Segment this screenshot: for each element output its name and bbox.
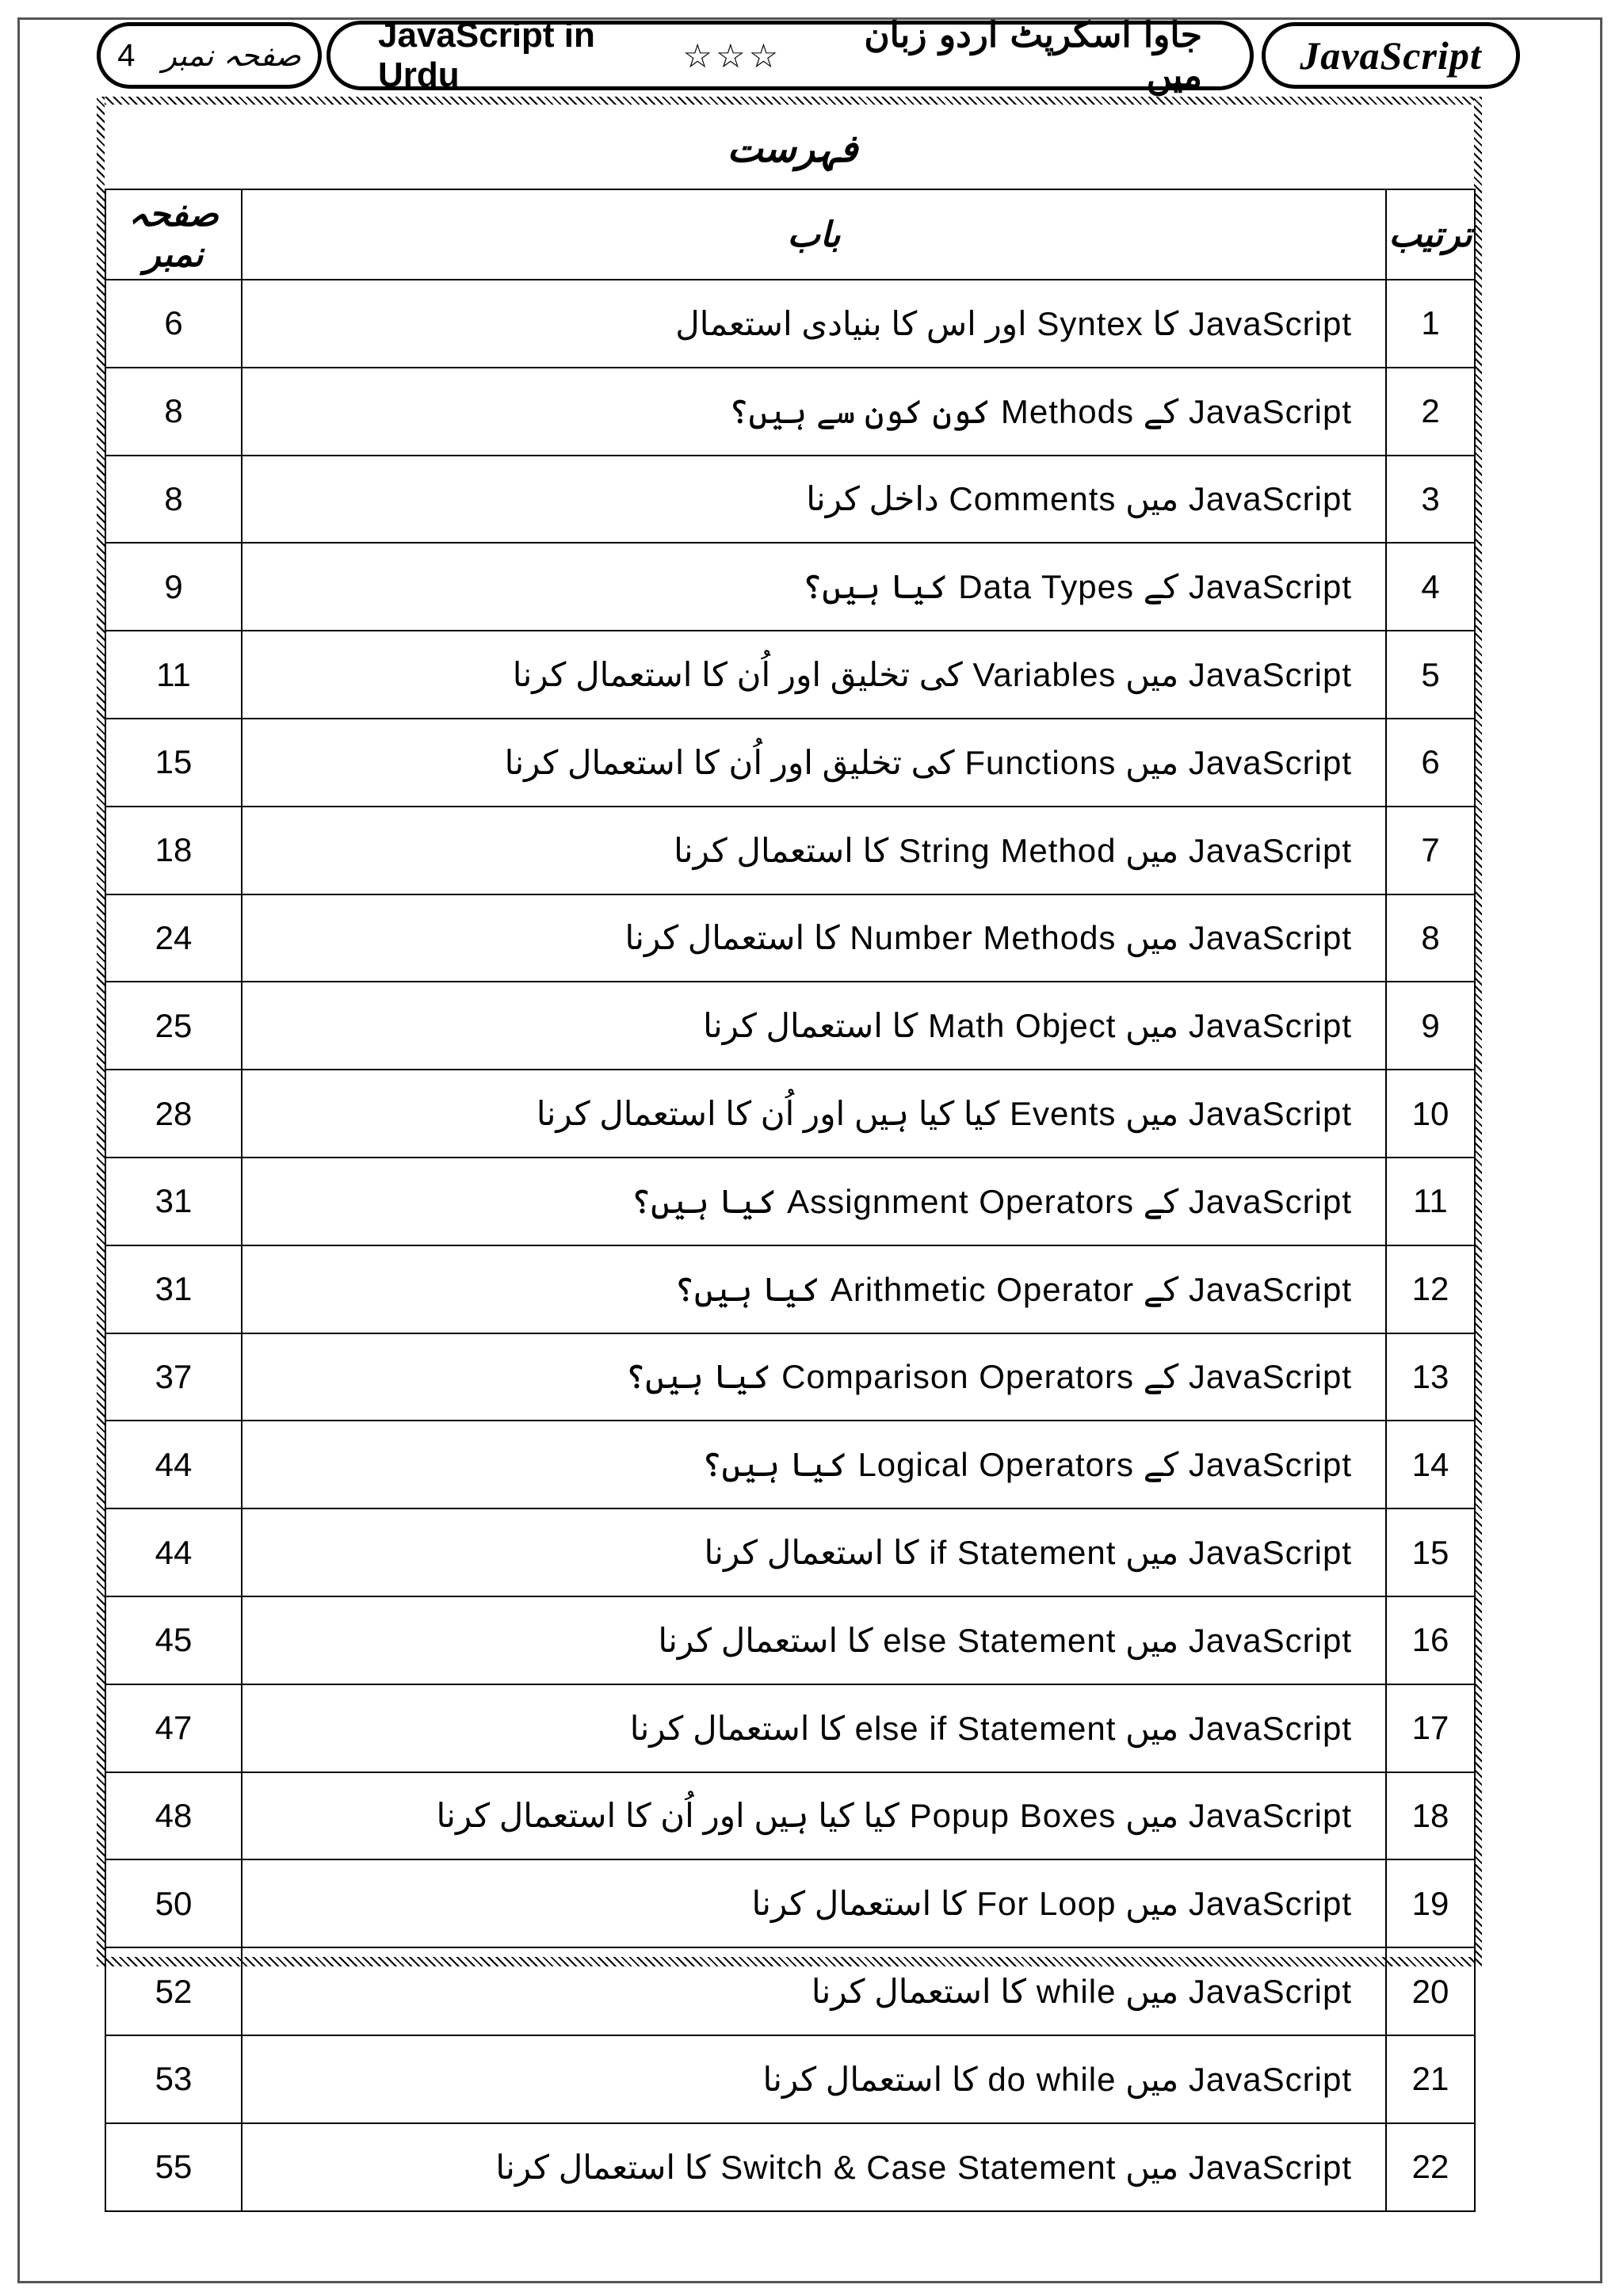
toc-page-number: 44	[105, 1421, 242, 1508]
toc-chapter-title: JavaScript کے Assignment Operators کیا ہیں؟	[242, 1158, 1386, 1245]
toc-serial-number: 19	[1386, 1859, 1475, 1947]
page-number-label: صفحہ نمبر	[162, 38, 301, 73]
column-header-page: صفحہ نمبر	[105, 189, 242, 280]
toc-serial-number: 16	[1386, 1596, 1475, 1684]
toc-chapter-title: JavaScript میں while کا استعمال کرنا	[242, 1947, 1386, 2035]
toc-page-number: 55	[105, 2123, 242, 2211]
toc-chapter-title: JavaScript میں if Statement کا استعمال کرنا	[242, 1508, 1386, 1596]
toc-page-number: 48	[105, 1772, 242, 1860]
toc-serial-number: 8	[1386, 894, 1475, 982]
column-header-serial: ترتیب	[1386, 189, 1475, 280]
toc-serial-number: 3	[1386, 456, 1475, 543]
toc-serial-number: 11	[1386, 1158, 1475, 1245]
brand-label: JavaScript	[1300, 33, 1482, 78]
toc-row	[105, 1333, 1475, 1421]
toc-chapter-title: JavaScript میں Popup Boxes کیا کیا ہیں اور اُن کا استعمال کرنا	[242, 1772, 1386, 1860]
hatched-border-top	[97, 97, 1482, 105]
toc-chapter-title: JavaScript کے Arithmetic Operator کیا ہیں؟	[242, 1245, 1386, 1333]
toc-serial-number: 17	[1386, 1684, 1475, 1772]
toc-chapter-title: JavaScript میں Switch & Case Statement کا استعمال کرنا	[242, 2123, 1386, 2211]
toc-row	[105, 719, 1475, 807]
toc-chapter-title: JavaScript کے Methods کون کون سے ہیں؟	[242, 368, 1386, 456]
toc-page-number: 45	[105, 1596, 242, 1684]
toc-serial-number: 5	[1386, 631, 1475, 719]
toc-row	[105, 1070, 1475, 1158]
toc-serial-number: 15	[1386, 1508, 1475, 1596]
toc-serial-number: 14	[1386, 1421, 1475, 1508]
toc-chapter-title: JavaScript میں else if Statement کا استعمال کرنا	[242, 1684, 1386, 1772]
toc-page-number: 37	[105, 1333, 242, 1421]
page-number-badge	[97, 22, 322, 89]
toc-row	[105, 1421, 1475, 1508]
toc-row	[105, 1684, 1475, 1772]
toc-page-number: 24	[105, 894, 242, 982]
toc-row	[105, 1596, 1475, 1684]
toc-row	[105, 2035, 1475, 2123]
toc-chapter-title: JavaScript کے Comparison Operators کیا ہیں؟	[242, 1333, 1386, 1421]
toc-page-number: 11	[105, 631, 242, 719]
toc-page-number: 8	[105, 456, 242, 543]
header-title-english: JavaScript in Urdu	[378, 16, 595, 94]
toc-page-number: 31	[105, 1245, 242, 1333]
toc-row	[105, 631, 1475, 719]
toc-heading: فہرست	[727, 127, 858, 171]
toc-serial-number: 18	[1386, 1772, 1475, 1860]
toc-chapter-title: JavaScript میں For Loop کا استعمال کرنا	[242, 1859, 1386, 1947]
toc-serial-number: 20	[1386, 1947, 1475, 2035]
toc-chapter-title: JavaScript میں do while کا استعمال کرنا	[242, 2035, 1386, 2123]
toc-header-row	[105, 189, 1475, 280]
toc-row	[105, 1859, 1475, 1947]
toc-chapter-title: JavaScript میں String Method کا استعمال کرنا	[242, 807, 1386, 894]
toc-row	[105, 543, 1475, 631]
toc-serial-number: 9	[1386, 982, 1475, 1070]
toc-page-number: 18	[105, 807, 242, 894]
toc-chapter-title: JavaScript میں Number Methods کا استعمال کرنا	[242, 894, 1386, 982]
toc-serial-number: 21	[1386, 2035, 1475, 2123]
column-header-chapter: باب	[242, 189, 1386, 280]
toc-page-number: 25	[105, 982, 242, 1070]
toc-page-number: 31	[105, 1158, 242, 1245]
toc-page-number: 15	[105, 719, 242, 807]
toc-serial-number: 6	[1386, 719, 1475, 807]
toc-chapter-title: JavaScript میں Math Object کا استعمال کرنا	[242, 982, 1386, 1070]
toc-chapter-title: JavaScript میں Comments داخل کرنا	[242, 456, 1386, 543]
toc-chapter-title: JavaScript میں else Statement کا استعمال کرنا	[242, 1596, 1386, 1684]
toc-row	[105, 894, 1475, 982]
star-icons: ☆☆☆	[682, 36, 782, 75]
toc-table	[105, 189, 1476, 2212]
toc-row	[105, 1245, 1475, 1333]
toc-serial-number: 2	[1386, 368, 1475, 456]
header-title-urdu: جاوا اسکرپٹ اردو زبان میں	[864, 15, 1202, 96]
toc-page-number: 8	[105, 368, 242, 456]
toc-page-number: 9	[105, 543, 242, 631]
header-title-banner	[327, 15, 1254, 96]
toc-chapter-title: JavaScript میں Events کیا کیا ہیں اور اُن کا استعمال کرنا	[242, 1070, 1386, 1158]
brand-badge	[1262, 22, 1520, 89]
toc-serial-number: 7	[1386, 807, 1475, 894]
toc-row	[105, 1772, 1475, 1860]
toc-serial-number: 1	[1386, 280, 1475, 368]
hatched-border-left	[97, 97, 105, 1966]
toc-row	[105, 982, 1475, 1070]
toc-serial-number: 13	[1386, 1333, 1475, 1421]
toc-row	[105, 1508, 1475, 1596]
toc-chapter-title: JavaScript کے Logical Operators کیا ہیں؟	[242, 1421, 1386, 1508]
toc-chapter-title: JavaScript میں Variables کی تخلیق اور اُن کا استعمال کرنا	[242, 631, 1386, 719]
toc-row	[105, 456, 1475, 543]
toc-page-number: 44	[105, 1508, 242, 1596]
toc-page-number: 47	[105, 1684, 242, 1772]
toc-row	[105, 807, 1475, 894]
toc-row	[105, 1947, 1475, 2035]
toc-serial-number: 12	[1386, 1245, 1475, 1333]
toc-row	[105, 2123, 1475, 2211]
toc-page-number: 6	[105, 280, 242, 368]
toc-chapter-title: JavaScript میں Functions کی تخلیق اور اُن کا استعمال کرنا	[242, 719, 1386, 807]
page-number: 4	[117, 37, 136, 73]
toc-page-number: 28	[105, 1070, 242, 1158]
toc-row	[105, 280, 1475, 368]
toc-page-number: 53	[105, 2035, 242, 2123]
toc-page-number: 50	[105, 1859, 242, 1947]
toc-page-number: 52	[105, 1947, 242, 2035]
toc-row	[105, 1158, 1475, 1245]
toc-serial-number: 22	[1386, 2123, 1475, 2211]
toc-serial-number: 10	[1386, 1070, 1475, 1158]
toc-body	[105, 280, 1475, 2211]
toc-row	[105, 368, 1475, 456]
toc-serial-number: 4	[1386, 543, 1475, 631]
toc-chapter-title: JavaScript کا Syntex اور اس کا بنیادی استعمال	[242, 280, 1386, 368]
toc-chapter-title: JavaScript کے Data Types کیا ہیں؟	[242, 543, 1386, 631]
